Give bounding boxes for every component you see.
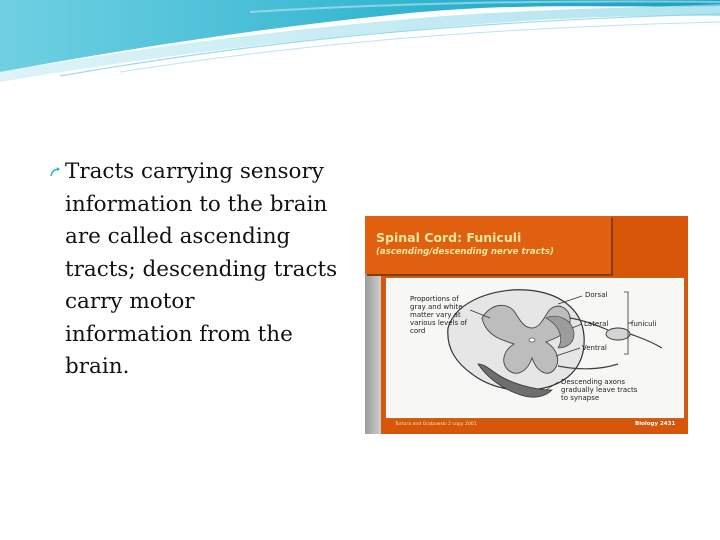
spinal-cord-figure: [365, 216, 688, 434]
bullet-text-line: tracts; descending tracts: [65, 256, 338, 282]
bullet-line: [50, 319, 350, 352]
figure-credit: Tortora and Grabowski 2 copy 2001: [395, 422, 477, 427]
bullet-line: [50, 351, 350, 384]
figure-subtitle: (ascending/descending nerve tracts): [376, 247, 554, 257]
figure-course-label: Biology 2431: [635, 421, 676, 427]
header-wave-decoration: [0, 0, 720, 90]
bullet-text-block: [50, 156, 350, 384]
bullet-line: [50, 156, 350, 189]
curved-arrow-bullet-icon: [50, 167, 61, 178]
descending-axons-label: Descending axons gradually leave tracts to synapse: [561, 378, 638, 402]
figure-title: Spinal Cord: Funiculi: [376, 230, 522, 245]
bullet-text-line: information to the brain: [65, 191, 328, 217]
bullet-text-line: are called ascending: [65, 224, 291, 249]
bullet-line: [50, 286, 350, 319]
funiculi-label: funiculi: [631, 320, 657, 328]
dorsal-label: Dorsal: [585, 291, 608, 299]
figure-title-band: [365, 216, 611, 274]
bullet-line: [50, 189, 350, 222]
lateral-label: Lateral: [584, 320, 609, 328]
bullet-line: [50, 254, 350, 287]
bullet-text-line: brain.: [65, 354, 130, 379]
bullet-text-line: information from the: [65, 321, 293, 347]
figure-diagram-panel: [385, 277, 685, 419]
bullet-text-line: Tracts carrying sensory: [65, 159, 324, 184]
proportions-label: Proportions of gray and white matter vary at various levels of cord: [410, 295, 468, 335]
bullet-line: [50, 221, 350, 254]
ventral-label: Ventral: [582, 344, 607, 352]
bullet-text-line: carry motor: [65, 289, 195, 314]
